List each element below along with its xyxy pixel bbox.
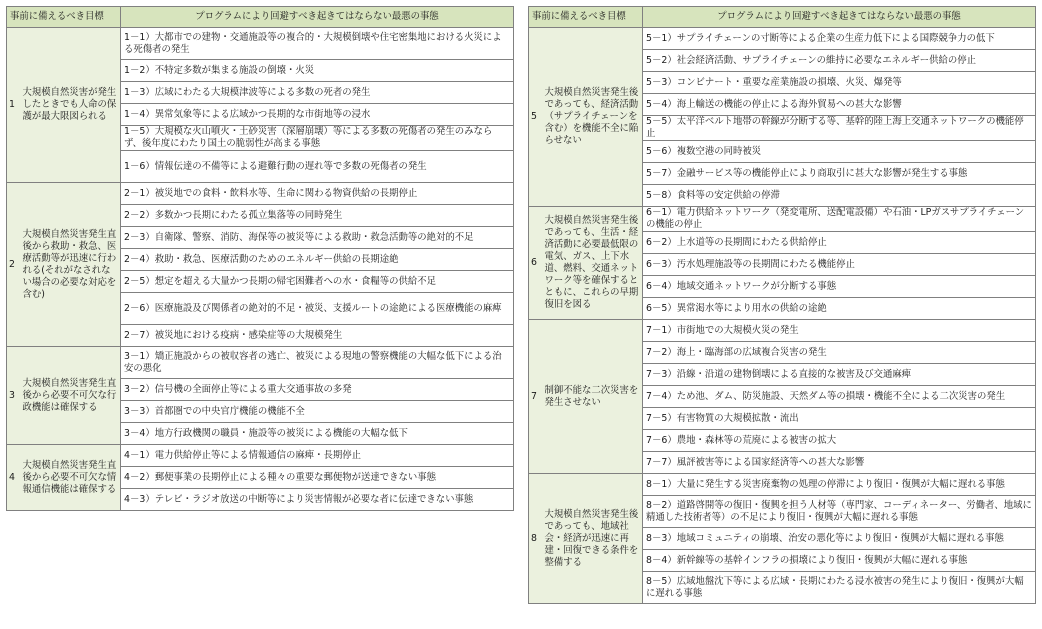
risk-item: 5－4）海上輸送の機能の停止による海外貿易への甚大な影響 bbox=[643, 94, 1036, 116]
risk-item: 2－2）多数かつ長期にわたる孤立集落等の同時発生 bbox=[121, 205, 514, 227]
risk-item: 4－1）電力供給停止等による情報通信の麻痺・長期停止 bbox=[121, 445, 514, 467]
goal-text: 大規模自然災害発生後であっても、地域社会・経済が迅速に再建・回復できる条件を整備する bbox=[544, 474, 643, 604]
risk-item: 7－3）沿線・沿道の建物倒壊による直接的な被害及び交通麻痺 bbox=[643, 364, 1036, 386]
goal-number: 7 bbox=[529, 320, 544, 474]
risk-item: 1－5）大規模な火山噴火・土砂災害（深層崩壊）等による多数の死傷者の発生のみならず、後年度にわたり国土の脆弱性が高まる事態 bbox=[121, 126, 514, 151]
table-row bbox=[529, 207, 1036, 232]
risk-item: 7－6）農地・森林等の荒廃による被害の拡大 bbox=[643, 430, 1036, 452]
risk-item: 5－7）金融サービス等の機能停止により商取引に甚大な影響が発生する事態 bbox=[643, 163, 1036, 185]
risk-item: 2－1）被災地での食料・飲料水等、生命に関わる物資供給の長期停止 bbox=[121, 183, 514, 205]
table-row bbox=[7, 347, 514, 379]
goal-text: 大規模自然災害発生後であっても、経済活動（サプライチェーンを含む）を機能不全に陥らせない bbox=[544, 28, 643, 207]
goal-text: 大規模自然災害が発生したときでも人命の保護が最大限図られる bbox=[22, 28, 121, 183]
goal-text: 大規模自然災害発生直後から必要不可欠な行政機能は確保する bbox=[22, 347, 121, 445]
goal-text: 大規模自然災害発生直後から救助・救急、医療活動等が迅速に行われる(それがなされない場合の必要な対応を含む) bbox=[22, 183, 121, 347]
risk-item: 3－1）矯正施設からの被収容者の逃亡、被災による現地の警察機能の大幅な低下による治安の悪化 bbox=[121, 347, 514, 379]
risk-column-header: プログラムにより回避すべき起きてはならない最悪の事態 bbox=[643, 7, 1036, 28]
risk-item: 8－2）道路啓開等の復旧・復興を担う人材等（専門家、コーディネーター、労働者、地域に精通した技術者等）の不足により復旧・復興が大幅に遅れる事態 bbox=[643, 496, 1036, 528]
table-row bbox=[7, 183, 514, 205]
risk-item: 2－3）自衛隊、警察、消防、海保等の被災等による救助・救急活動等の絶対的不足 bbox=[121, 227, 514, 249]
risk-item: 6－3）汚水処理施設等の長期間にわたる機能停止 bbox=[643, 254, 1036, 276]
risk-item: 8－4）新幹線等の基幹インフラの損壊により復旧・復興が大幅に遅れる事態 bbox=[643, 550, 1036, 572]
right-table-body bbox=[529, 28, 1036, 604]
risk-item: 2－7）被災地における疫病・感染症等の大規模発生 bbox=[121, 325, 514, 347]
risk-item: 1－6）情報伝達の不備等による避難行動の遅れ等で多数の死傷者の発生 bbox=[121, 151, 514, 183]
table-row bbox=[7, 28, 514, 60]
header-row bbox=[7, 7, 514, 28]
risk-item: 3－2）信号機の全面停止等による重大交通事故の多発 bbox=[121, 379, 514, 401]
risk-item: 5－5）太平洋ベルト地帯の幹線が分断する等、基幹的陸上海上交通ネットワークの機能停止 bbox=[643, 116, 1036, 141]
table-row bbox=[529, 474, 1036, 496]
risk-item: 8－1）大量に発生する災害廃棄物の処理の停滞により復旧・復興が大幅に遅れる事態 bbox=[643, 474, 1036, 496]
goal-text: 大規模自然災害発生直後から必要不可欠な情報通信機能は確保する bbox=[22, 445, 121, 511]
risk-item: 1－1）大都市での建物・交通施設等の複合的・大規模倒壊や住宅密集地における火災による死傷者の発生 bbox=[121, 28, 514, 60]
risk-item: 5－6）複数空港の同時被災 bbox=[643, 141, 1036, 163]
risk-item: 4－2）郵便事業の長期停止による種々の重要な郵便物が送達できない事態 bbox=[121, 467, 514, 489]
risk-item: 6－4）地域交通ネットワークが分断する事態 bbox=[643, 276, 1036, 298]
risk-item: 1－4）異常気象等による広域かつ長期的な市街地等の浸水 bbox=[121, 104, 514, 126]
goal-number: 1 bbox=[7, 28, 22, 183]
risk-item: 6－1）電力供給ネットワーク（発変電所、送配電設備）や石油・LPガスサプライチェーンの機能の停止 bbox=[643, 207, 1036, 232]
risk-item: 3－3）首都圏での中央官庁機能の機能不全 bbox=[121, 401, 514, 423]
risk-item: 7－7）風評被害等による国家経済等への甚大な影響 bbox=[643, 452, 1036, 474]
goal-column-header: 事前に備えるべき目標 bbox=[529, 7, 643, 28]
goal-text: 大規模自然災害発生後であっても、生活・経済活動に必要最低限の電気、ガス、上下水道、燃料、交通ネットワーク等を確保するとともに、これらの早期復旧を図る bbox=[544, 207, 643, 320]
risk-item: 4－3）テレビ・ラジオ放送の中断等により災害情報が必要な者に伝達できない事態 bbox=[121, 489, 514, 511]
risk-item: 7－5）有害物質の大規模拡散・流出 bbox=[643, 408, 1036, 430]
risk-item: 1－3）広域にわたる大規模津波等による多数の死者の発生 bbox=[121, 82, 514, 104]
goal-number: 3 bbox=[7, 347, 22, 445]
risk-item: 5－2）社会経済活動、サプライチェーンの維持に必要なエネルギー供給の停止 bbox=[643, 50, 1036, 72]
table-row bbox=[7, 445, 514, 467]
risk-item: 5－3）コンビナート・重要な産業施設の損壊、火災、爆発等 bbox=[643, 72, 1036, 94]
risk-item: 1－2）不特定多数が集まる施設の倒壊・火災 bbox=[121, 60, 514, 82]
goal-number: 2 bbox=[7, 183, 22, 347]
goal-number: 4 bbox=[7, 445, 22, 511]
table-row bbox=[529, 28, 1036, 50]
goal-text: 制御不能な二次災害を発生させない bbox=[544, 320, 643, 474]
goal-number: 8 bbox=[529, 474, 544, 604]
goal-number: 5 bbox=[529, 28, 544, 207]
risk-item: 5－8）食料等の安定供給の停滞 bbox=[643, 185, 1036, 207]
risk-item: 6－5）異常渇水等により用水の供給の途絶 bbox=[643, 298, 1036, 320]
risk-item: 2－5）想定を超える大量かつ長期の帰宅困難者への水・食糧等の供給不足 bbox=[121, 271, 514, 293]
goal-number: 6 bbox=[529, 207, 544, 320]
right-risk-table bbox=[528, 6, 1036, 604]
risk-item: 3－4）地方行政機関の職員・施設等の被災による機能の大幅な低下 bbox=[121, 423, 514, 445]
left-table-body bbox=[7, 28, 514, 511]
header-row bbox=[529, 7, 1036, 28]
table-row bbox=[529, 320, 1036, 342]
risk-item: 2－6）医療施設及び関係者の絶対的不足・被災、支援ルートの途絶による医療機能の麻痺 bbox=[121, 293, 514, 325]
risk-item: 8－3）地域コミュニティの崩壊、治安の悪化等により復旧・復興が大幅に遅れる事態 bbox=[643, 528, 1036, 550]
risk-item: 2－4）救助・救急、医療活動のためのエネルギー供給の長期途絶 bbox=[121, 249, 514, 271]
risk-item: 7－4）ため池、ダム、防災施設、天然ダム等の損壊・機能不全による二次災害の発生 bbox=[643, 386, 1036, 408]
risk-item: 5－1）サプライチェーンの寸断等による企業の生産力低下による国際競争力の低下 bbox=[643, 28, 1036, 50]
risk-column-header: プログラムにより回避すべき起きてはならない最悪の事態 bbox=[121, 7, 514, 28]
risk-item: 7－1）市街地での大規模火災の発生 bbox=[643, 320, 1036, 342]
goal-column-header: 事前に備えるべき目標 bbox=[7, 7, 121, 28]
risk-item: 7－2）海上・臨海部の広域複合災害の発生 bbox=[643, 342, 1036, 364]
risk-item: 8－5）広域地盤沈下等による広域・長期にわたる浸水被害の発生により復旧・復興が大幅に遅れる事態 bbox=[643, 572, 1036, 604]
left-risk-table bbox=[6, 6, 514, 511]
risk-item: 6－2）上水道等の長期間にわたる供給停止 bbox=[643, 232, 1036, 254]
